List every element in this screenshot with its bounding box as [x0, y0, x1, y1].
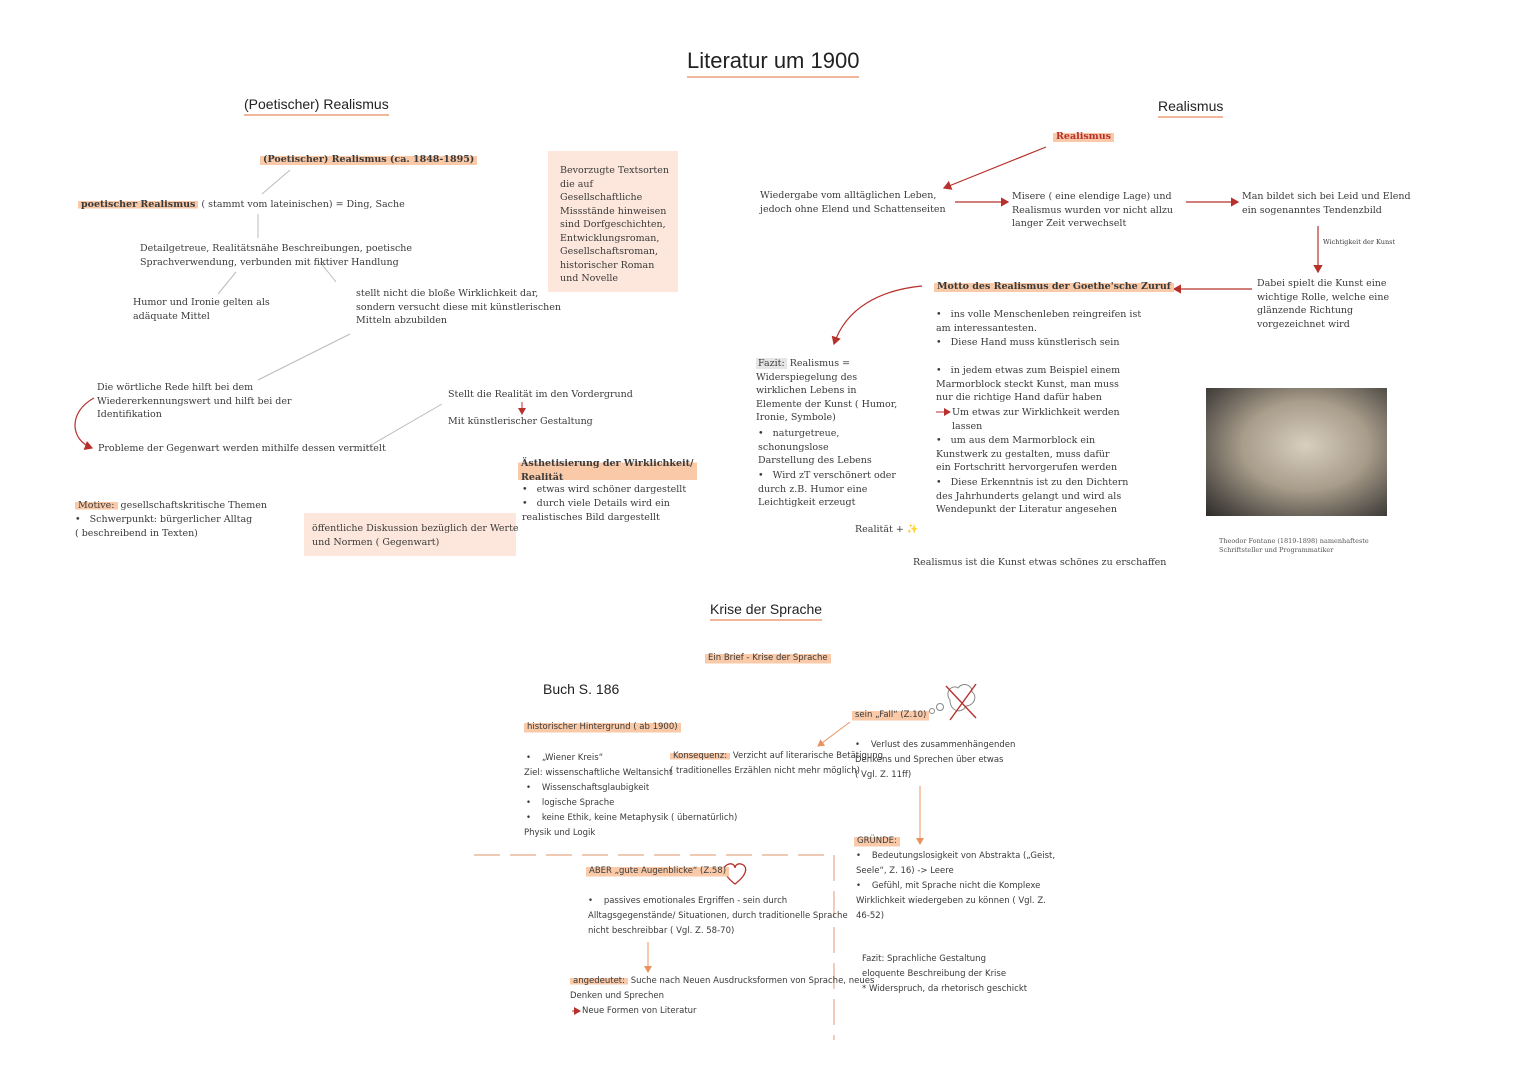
ethik-item: • keine Ethik, keine Metaphysik ( übernatürlich): [526, 813, 738, 823]
motto-item-3: • in jedem etwas zum Beispiel einem Marmorblock steckt Kunst, man muss nur die richtige Hand dafür haben: [936, 365, 1121, 403]
passiv-note: • passives emotionales Ergriffen - sein durch Alltagsgegenstände/ Situationen, durch traditionelle Sprache nicht beschreibbar ( Vgl. Z. 58-70): [588, 896, 848, 936]
realitaet-note: Stellt die Realität im den Vordergrund: [448, 389, 633, 400]
kunst-rolle-note: Dabei spielt die Kunst eine wichtige Rolle, welche eine glänzende Richtung vorgezeichnet wird: [1257, 278, 1390, 330]
gruende-item-1: • Bedeutungslosigkeit von Abstrakta („Geist, Seele“, Z. 16) -> Leere: [856, 851, 1056, 876]
motto-item-2: • Diese Hand muss künstlerisch sein: [936, 337, 1120, 348]
textsorten-note: Bevorzugte Textsorten die auf Gesellschaftliche Missstände hinweisen sind Dorfgeschichten, Entwicklungsroman, Gesellschaftsroman, historischer Roman und Novelle: [560, 165, 669, 284]
wiedergabe-note: Wiedergabe vom alltäglichen Leben, jedoch ohne Elend und Schattenseiten: [760, 190, 946, 215]
portrait-caption: Theodor Fontane (1819-1898) namenhafteste Schriftsteller und Programmatiker: [1219, 537, 1369, 554]
wiener-item: • „Wiener Kreis“: [526, 753, 604, 763]
wiss-item: • Wissenschaftsglaubigkeit: [526, 783, 650, 793]
wirklichkeit-note: stellt nicht die bloße Wirklichkeit dar, sondern versucht diese mit künstlerischen Mitteln abzubilden: [356, 288, 562, 326]
detail-note: Detailgetreue, Realitätsnähe Beschreibungen, poetische Sprachverwendung, verbunden mit fiktiver Handlung: [140, 243, 413, 268]
fazit-item-1: • naturgetreue, schonungslose Darstellung des Lebens: [758, 428, 872, 466]
probleme-note: Probleme der Gegenwart werden mithilfe dessen vermittelt: [98, 443, 386, 454]
neue-formen-note: Neue Formen von Literatur: [582, 1006, 697, 1016]
fall-node: sein „Fall“ (Z.10): [852, 708, 929, 723]
aesthetisierung-title: Ästhetisierung der Wirklichkeit/ Realität: [518, 457, 697, 484]
realitaet-plus: Realität + ✨: [855, 524, 919, 535]
physik-note: Physik und Logik: [524, 828, 596, 838]
rede-note: Die wörtliche Rede hilft bei dem Wiedererkennungswert und hilft bei der Identifikation: [97, 382, 292, 420]
tendenz-note: Man bildet sich bei Leid und Elend ein sogenanntes Tendenzbild: [1242, 191, 1411, 216]
aber-node: ABER „gute Augenblicke“ (Z.58): [586, 864, 729, 879]
aesthetisierung-list-2: • durch viele Details wird ein realistisches Bild dargestellt: [522, 498, 670, 523]
bottom-fazit: Fazit: Sprachliche Gestaltung eloquente Beschreibung der Krise * Widerspruch, da rhetorisch geschickt: [862, 954, 1028, 994]
motto-item-4: Um etwas zur Wirklichkeit werden lassen: [952, 407, 1120, 432]
definition: poetischer Realismus ( stammt vom lateinischen) = Ding, Sache: [78, 198, 405, 212]
angedeutet-note: angedeutet: Suche nach Neuen Ausdrucksformen von Sprache, neues Denken und Sprechen: [570, 976, 875, 1001]
diskussion-note: öffentliche Diskussion bezüglich der Werte und Normen ( Gegenwart): [312, 523, 519, 548]
motto-item-1: • ins volle Menschenleben reingreifen ist am interessantesten.: [936, 309, 1142, 334]
humor-note: Humor und Ironie gelten als adäquate Mittel: [133, 297, 270, 322]
gruende-title: GRÜNDE:: [854, 834, 900, 849]
page-title: Literatur um 1900: [687, 48, 859, 78]
motto-title: Motto des Realismus der Goethe'sche Zuruf: [934, 280, 1174, 294]
hintergrund-title: historischer Hintergrund ( ab 1900): [524, 720, 681, 735]
kuenstlerisch-note: Mit künstlerischer Gestaltung: [448, 416, 593, 427]
left-heading: (Poetischer) Realismus: [244, 96, 389, 116]
ziel-note: Ziel: wissenschaftliche Weltansicht: [524, 768, 673, 778]
schwerpunkt-note: • Schwerpunkt: bürgerlicher Alltag ( beschreibend in Texten): [75, 514, 253, 539]
fazit-note: Fazit: Realismus = Widerspiegelung des wirklichen Lebens in Elemente der Kunst ( Humor, Ironie, Symbole): [756, 358, 898, 423]
buch-label: Buch S. 186: [543, 681, 620, 697]
verlust-note: • Verlust des zusammenhängenden Denkens und Sprechen über etwas ( Vgl. Z. 11ff): [855, 740, 1016, 780]
aesthetisierung-list: • etwas wird schöner dargestellt: [522, 484, 687, 495]
realismus-node: Realismus: [1053, 130, 1114, 144]
motto-item-5: • um aus dem Marmorblock ein Kunstwerk zu gestalten, muss dafür ein Fortschritt hervorgerufen werden: [936, 435, 1118, 473]
misere-note: Misere ( eine elendige Lage) und Realismus wurden vor nicht allzu langer Zeit verwechselt: [1012, 191, 1173, 229]
konsequenz-note: Konsequenz: Verzicht auf literarische Betätigung ( traditionelles Erzählen nicht mehr möglich): [670, 751, 884, 776]
sparkle-icon: ✨: [906, 524, 919, 535]
center-node: (Poetischer) Realismus (ca. 1848-1895): [260, 153, 477, 167]
logisch-item: • logische Sprache: [526, 798, 615, 808]
fontane-portrait: [1206, 388, 1387, 516]
brief-node: Ein Brief - Krise der Sprache: [705, 651, 831, 666]
fazit-item-2: • Wird zT verschönert oder durch z.B. Humor eine Leichtigkeit erzeugt: [758, 470, 896, 508]
right-heading: Realismus: [1158, 98, 1223, 118]
motive-note: Motive: gesellschaftskritische Themen: [75, 499, 267, 513]
motto-item-6: • Diese Erkenntnis ist zu den Dichtern des Jahrhunderts gelangt und wird als Wendepunkt der Literatur angesehen: [936, 477, 1129, 515]
gruende-item-2: • Gefühl, mit Sprache nicht die Komplexe Wirklichkeit wiedergeben zu können ( Vgl. Z. 46-52): [856, 881, 1046, 921]
wichtigkeit-label: Wichtigkeit der Kunst: [1323, 238, 1396, 246]
kunst-schoenes-note: Realismus ist die Kunst etwas schönes zu erschaffen: [913, 557, 1167, 568]
bottom-heading: Krise der Sprache: [710, 601, 822, 621]
